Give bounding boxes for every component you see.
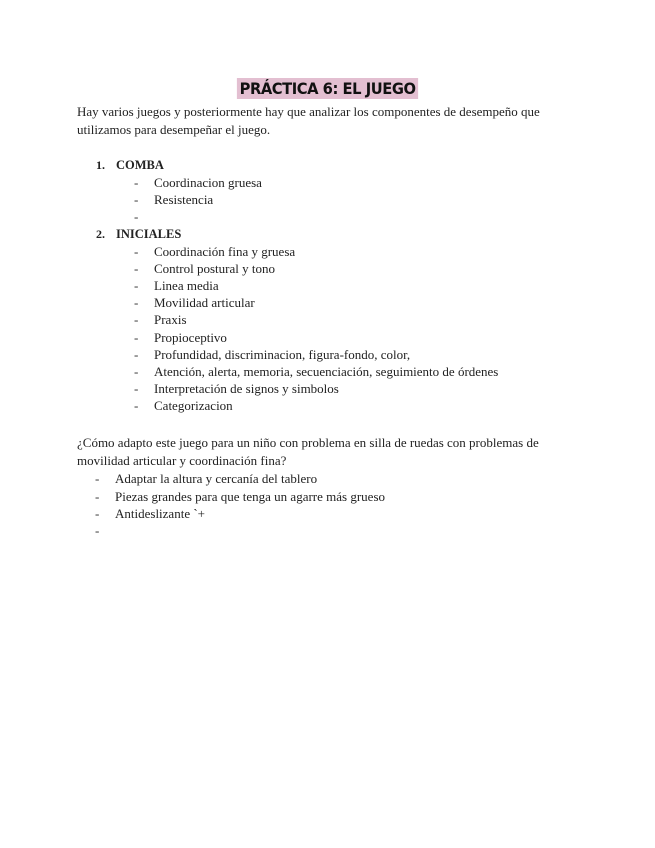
- list-item: [0, 311, 655, 328]
- list-item-text: Coordinacion gruesa: [154, 175, 262, 190]
- list-item: [0, 488, 655, 505]
- dash-bullet: -: [95, 488, 100, 504]
- section-number: 2.: [96, 226, 105, 241]
- list-item: [0, 208, 655, 225]
- dash-bullet: -: [134, 312, 139, 328]
- dash-bullet: -: [95, 523, 100, 538]
- component-list: [0, 174, 655, 226]
- list-item: [0, 505, 655, 522]
- list-item-text: Resistencia: [154, 192, 214, 208]
- page-title: PRÁCTICA 6: EL JUEGO: [237, 78, 418, 99]
- list-item: [0, 260, 655, 277]
- title-container: [0, 0, 655, 100]
- list-item-text: Piezas grandes para que tenga un agarre más grueso: [115, 488, 385, 504]
- list-item-text: Categorizacion: [154, 398, 233, 414]
- list-item-text: Profundidad, discriminacion, figura-fondo, color,: [154, 346, 411, 362]
- dash-bullet: -: [134, 209, 139, 225]
- game-section: [0, 226, 655, 415]
- dash-bullet: -: [134, 243, 139, 259]
- list-item: [0, 243, 655, 260]
- dash-bullet: -: [134, 295, 139, 311]
- list-item: [0, 397, 655, 414]
- list-item-text: Propioceptivo: [154, 329, 227, 345]
- list-item: [0, 380, 655, 397]
- list-item-text: Praxis: [154, 312, 187, 328]
- list-item: [0, 346, 655, 363]
- dash-bullet: -: [134, 277, 139, 293]
- list-item-text: Movilidad articular: [154, 295, 255, 311]
- dash-bullet: -: [95, 505, 100, 521]
- dash-bullet: -: [134, 381, 139, 397]
- list-item: [0, 191, 655, 208]
- games-list: [0, 157, 655, 414]
- intro-paragraph: Hay varios juegos y posteriormente hay que analizar los componentes de desempeño que utilizamos para desempeñar el juego.: [77, 104, 540, 137]
- dash-bullet: -: [134, 260, 139, 276]
- dash-bullet: -: [134, 363, 139, 379]
- list-item: [0, 174, 655, 191]
- dash-bullet: -: [95, 471, 100, 487]
- section-title: COMBA: [116, 158, 164, 172]
- list-item-text: Atención, alerta, memoria, secuenciación, seguimiento de órdenes: [154, 363, 499, 379]
- question-paragraph: ¿Cómo adapto este juego para un niño con problema en silla de ruedas con problemas de movilidad articular y coordinación fina?: [77, 435, 539, 469]
- list-item: [0, 363, 655, 380]
- component-list: [0, 243, 655, 415]
- dash-bullet: -: [134, 329, 139, 345]
- list-item: [0, 470, 655, 487]
- list-item: [0, 329, 655, 346]
- section-number: 1.: [96, 158, 105, 172]
- dash-bullet: -: [134, 398, 139, 414]
- list-item-text: Control postural y tono: [154, 260, 275, 276]
- list-item: [0, 277, 655, 294]
- section-title: INICIALES: [116, 226, 182, 241]
- list-item-text: Antideslizante `+: [115, 505, 205, 521]
- list-item-text: Interpretación de signos y simbolos: [154, 381, 339, 397]
- dash-bullet: -: [134, 192, 139, 208]
- dash-bullet: -: [134, 346, 139, 362]
- list-item-text: Coordinación fina y gruesa: [154, 243, 296, 259]
- list-item: [0, 522, 655, 539]
- adaptation-list: [0, 470, 655, 539]
- game-section: [0, 157, 655, 226]
- list-item-text: Adaptar la altura y cercanía del tablero: [115, 471, 318, 487]
- list-item: [0, 294, 655, 311]
- dash-bullet: -: [134, 175, 139, 190]
- list-item-text: Linea media: [154, 277, 219, 293]
